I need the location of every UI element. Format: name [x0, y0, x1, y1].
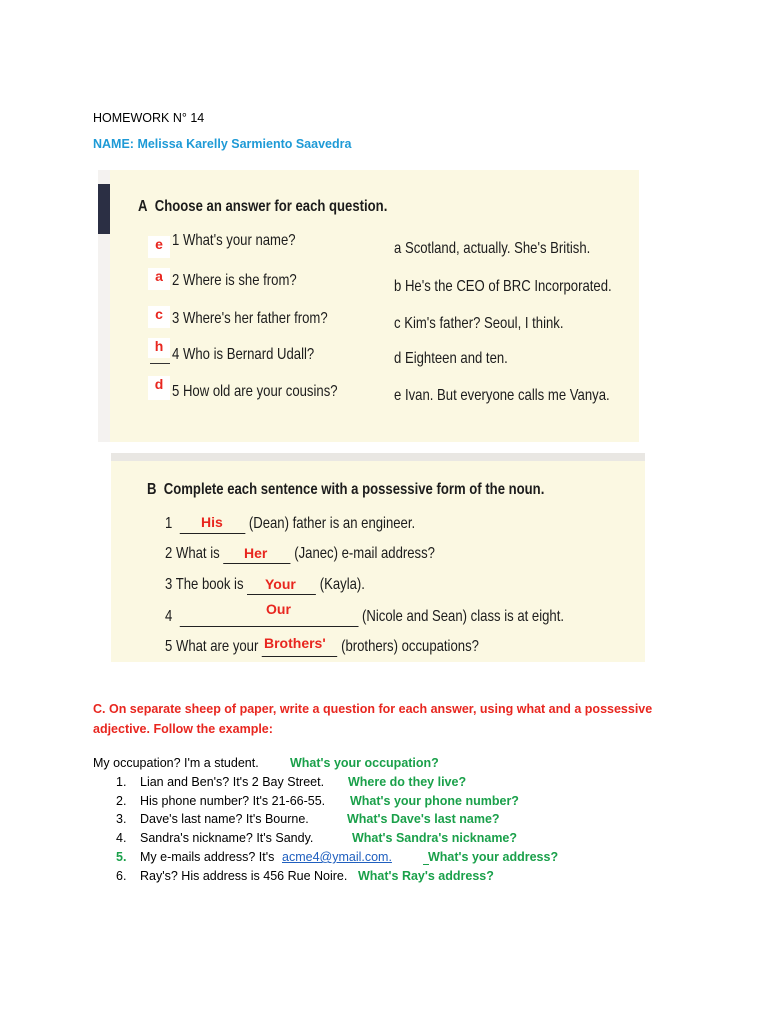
sentence-1: 1 (Dean) father is an engineer. [165, 515, 416, 532]
fill-5: Brothers' [264, 635, 326, 651]
fill-2: Her [244, 545, 268, 561]
question-3: 3 Where's her father from? [172, 310, 328, 327]
exercise-a-heading [138, 198, 387, 216]
option-b: b He's the CEO of BRC Incorporated. [394, 278, 612, 295]
item-1-answer: Where do they live? [348, 775, 467, 789]
exercise-b-instruction: Complete each sentence with a possessive form of the noun. [163, 481, 545, 498]
example-answer: What's your occupation? [290, 756, 439, 770]
sentence-5: 5 What are your (brothers) occupations? [165, 638, 479, 655]
option-e: e Ivan. But everyone calls me Vanya. [394, 387, 610, 404]
fill-3: Your [265, 576, 296, 592]
answer-1: e [148, 236, 170, 258]
item-6-prompt: Ray's? His address is 456 Rue Noire. [140, 869, 348, 883]
item-4-answer: What's Sandra's nickname? [352, 831, 518, 845]
sentence-3: 3 The book is (Kayla). [165, 576, 365, 593]
option-d: d Eighteen and ten. [394, 350, 508, 367]
question-4: 4 Who is Bernard Udall? [172, 346, 315, 363]
sentence-4: 4 (Nicole and Sean) class is at eight. [165, 608, 565, 625]
item-5-num: 5. [116, 850, 127, 864]
question-2: 2 Where is she from? [172, 272, 297, 289]
question-1: 1 What's your name? [172, 232, 296, 249]
fill-1: His [201, 514, 223, 530]
option-c: c Kim's father? Seoul, I think. [394, 315, 564, 332]
fill-4: Our [266, 601, 291, 617]
answer-2: a [148, 268, 170, 290]
item-3-num: 3. [116, 812, 127, 826]
exercise-a-image [98, 170, 639, 442]
item-4-prompt: Sandra's nickname? It's Sandy. [140, 831, 314, 845]
item-3-answer: What's Dave's last name? [347, 812, 500, 826]
item-6-num: 6. [116, 869, 127, 883]
homework-title: HOMEWORK N° 14 [93, 111, 205, 125]
exercise-b-letter: B [147, 481, 157, 498]
exercise-a-instruction: Choose an answer for each question. [154, 198, 388, 215]
item-2-num: 2. [116, 794, 127, 808]
item-6-answer: What's Ray's address? [358, 869, 494, 883]
item-1-num: 1. [116, 775, 127, 789]
item-2-prompt: His phone number? It's 21-66-55. [140, 794, 326, 808]
exercise-c-instruction: C. On separate sheep of paper, write a question for each answer, using what and a possessive adjective. Follow the example: [93, 702, 653, 736]
answer-5: d [148, 376, 170, 400]
item-2-answer: What's your phone number? [350, 794, 519, 808]
item-5-answer: What's your address? [428, 850, 559, 864]
item-3-prompt: Dave's last name? It's Bourne. [140, 812, 309, 826]
email-link[interactable]: acme4@ymail.com. [282, 850, 392, 864]
answer-4: h [148, 338, 170, 358]
question-5: 5 How old are your cousins? [172, 383, 338, 400]
item-5-prompt: My e-mails address? It's [140, 850, 275, 864]
answer-3: c [148, 306, 170, 328]
student-name: NAME: Melissa Karelly Sarmiento Saavedra [93, 137, 352, 151]
exercise-b-image [111, 453, 645, 662]
item-4-num: 4. [116, 831, 127, 845]
exercise-a-letter: A [138, 198, 148, 215]
example-prompt: My occupation? I'm a student. [93, 756, 259, 770]
sentence-2: 2 What is (Janec) e-mail address? [165, 545, 435, 562]
exercise-b-heading [147, 481, 544, 499]
item-1-prompt: Lian and Ben's? It's 2 Bay Street. [140, 775, 325, 789]
option-a: a Scotland, actually. She's British. [394, 240, 591, 257]
